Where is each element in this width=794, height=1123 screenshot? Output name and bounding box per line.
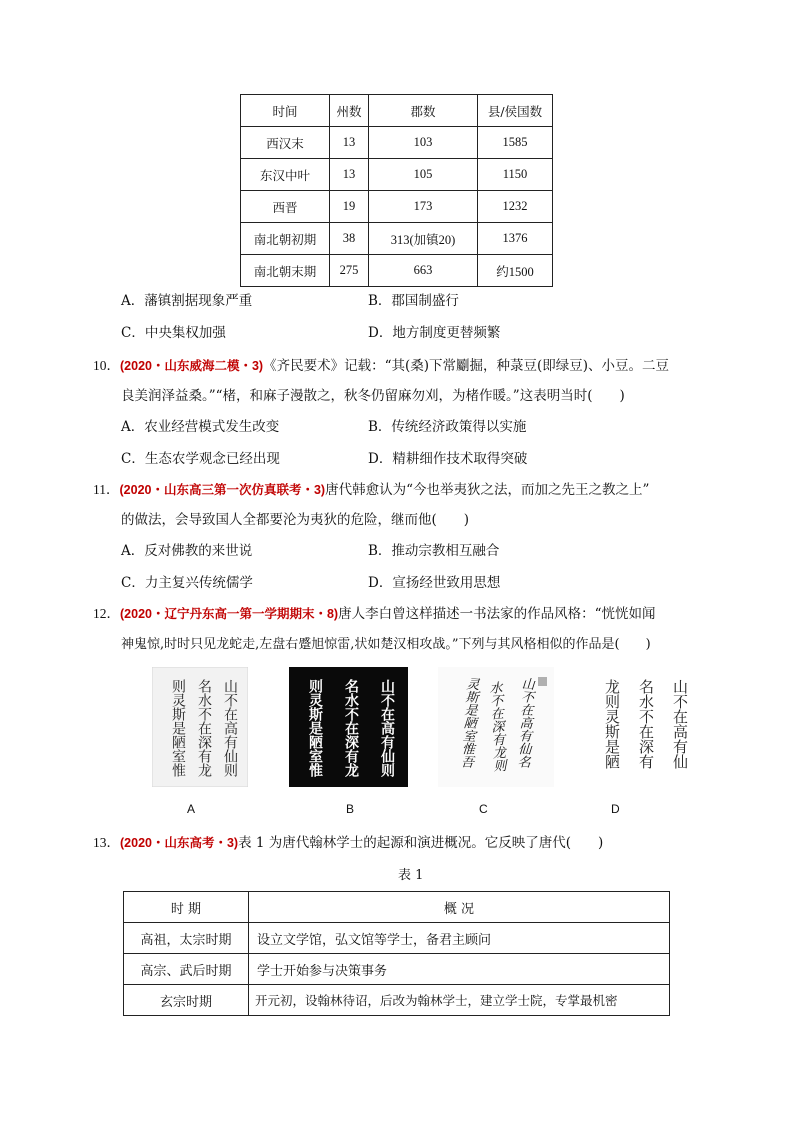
image-label-d: D: [611, 802, 620, 816]
table-cell: 高祖，太宗时期: [124, 923, 249, 954]
calligraphy-image-a[interactable]: [152, 667, 248, 787]
calligraphy-column: 山不在高有仙名: [514, 676, 535, 769]
calligraphy-column: 龙则灵斯是陋: [603, 679, 621, 769]
table-cell: 13: [330, 127, 369, 159]
question-source: (2020・山东高考・3): [120, 836, 239, 850]
table-cell: 设立文学馆，弘文馆等学士，备君主顾问: [249, 923, 670, 954]
calligraphy-column: 名水不在深有: [637, 679, 655, 769]
table-cell: 275: [330, 255, 369, 287]
table-cell: 开元初，设翰林待诏，后改为翰林学士，建立学士院，专掌最机密: [249, 985, 670, 1016]
question-text: 《齐民要术》记载：“其(桑)下常劚掘，种菉豆(即绿豆)、小豆。二豆: [263, 358, 670, 374]
q9-option-c[interactable]: C．中央集权加强: [121, 325, 226, 341]
table-cell: 1150: [478, 159, 553, 191]
q10-stem-line-1: [93, 356, 669, 376]
q9-option-d[interactable]: D．地方制度更替频繁: [368, 325, 501, 341]
header-cell: 概 况: [249, 892, 670, 923]
question-source: (2020・山东高三第一次仿真联考・3): [119, 483, 326, 497]
q11-option-a[interactable]: A．反对佛教的来世说: [121, 543, 253, 559]
table-row: [241, 159, 553, 191]
calligraphy-column: 山不在高有仙则: [379, 679, 395, 777]
table-cell: 玄宗时期: [124, 985, 249, 1016]
question-source: (2020・山东威海二模・3): [120, 359, 264, 373]
table-cell: 南北朝末期: [241, 255, 330, 287]
q10-option-b[interactable]: B．传统经济政策得以实施: [368, 419, 527, 435]
table-header-row: [124, 892, 670, 923]
question-source: (2020・辽宁丹东高一第一学期期末・8): [120, 607, 339, 621]
table-cell: 西汉末: [241, 127, 330, 159]
q11-option-b[interactable]: B．推动宗教相互融合: [368, 543, 500, 559]
table-cell: 313(加镇20): [369, 223, 478, 255]
table-cell: 663: [369, 255, 478, 287]
q10-option-c[interactable]: C．生态农学观念已经出现: [121, 451, 280, 467]
calligraphy-column: 名水不在深有龙: [343, 679, 359, 777]
question-number: 11．: [93, 482, 120, 497]
calligraphy-column: 则灵斯是陋室惟: [307, 679, 323, 777]
header-cell: 州数: [330, 95, 369, 127]
calligraphy-image-b[interactable]: [289, 667, 408, 787]
table-cell: 173: [369, 191, 478, 223]
header-cell: 郡数: [369, 95, 478, 127]
table-caption: 表 1: [398, 868, 424, 883]
header-cell: 时间: [241, 95, 330, 127]
calligraphy-image-c[interactable]: [438, 667, 554, 787]
table-cell: 东汉中叶: [241, 159, 330, 191]
table-cell: 南北朝初期: [241, 223, 330, 255]
q11-option-c[interactable]: C．力主复兴传统儒学: [121, 575, 253, 591]
table-row: [124, 923, 670, 954]
table-cell: 1232: [478, 191, 553, 223]
calligraphy-column: 名水不在深有龙: [196, 679, 212, 777]
q9-option-a[interactable]: A．藩镇割据现象严重: [121, 293, 253, 309]
q10-option-a[interactable]: A．农业经营模式发生改变: [121, 419, 280, 435]
calligraphy-column: 灵斯是陋室惟吾: [457, 676, 479, 769]
q11-stem-line-1: [93, 480, 649, 500]
table-cell: 学士开始参与决策事务: [249, 954, 670, 985]
image-label-a: A: [187, 802, 196, 816]
table-cell: 1585: [478, 127, 553, 159]
q10-option-d[interactable]: D．精耕细作技术取得突破: [368, 451, 528, 467]
question-number: 10．: [93, 358, 120, 373]
table-cell: 约1500: [478, 255, 553, 287]
calligraphy-image-d[interactable]: [590, 667, 700, 787]
q9-option-b[interactable]: B．郡国制盛行: [368, 293, 459, 309]
calligraphy-column: 山不在高有仙则: [222, 679, 238, 777]
image-label-b: B: [346, 802, 355, 816]
table-cell: 103: [369, 127, 478, 159]
table-header-row: [241, 95, 553, 127]
table-cell: 高宗、武后时期: [124, 954, 249, 985]
table-cell: 105: [369, 159, 478, 191]
question-number: 13．: [93, 835, 120, 850]
q13-hanlin-table: [123, 891, 670, 1016]
calligraphy-column: 则灵斯是陋室惟: [170, 679, 186, 777]
table-cell: 西晋: [241, 191, 330, 223]
table-cell: 38: [330, 223, 369, 255]
calligraphy-column: 山不在高有仙: [671, 679, 689, 769]
question-number: 12．: [93, 606, 120, 621]
table-row: [124, 954, 670, 985]
question-text: 唐人李白曾这样描述一书法家的作品风格：“恍恍如闻: [338, 606, 656, 622]
table-row: [241, 223, 553, 255]
header-cell: 县/侯国数: [478, 95, 553, 127]
q13-stem-line-1: [93, 833, 603, 853]
table-row: [241, 191, 553, 223]
table-cell: 1376: [478, 223, 553, 255]
table-row: [241, 255, 553, 287]
q11-stem-line-2: 的做法，会导致国人全都要沦为夷狄的危险，继而他( ): [121, 512, 470, 528]
table-row: [124, 985, 670, 1016]
table-cell: 19: [330, 191, 369, 223]
table-cell: 13: [330, 159, 369, 191]
header-cell: 时 期: [124, 892, 249, 923]
calligraphy-column: 水不在深有龙则: [486, 680, 506, 773]
q10-stem-line-2: 良美润泽益桑。”“楮，和麻子漫散之，秋冬仍留麻勿刈，为楮作暖。”这表明当时( ): [121, 388, 625, 404]
image-label-c: C: [479, 802, 488, 816]
question-text: 唐代韩愈认为“今也举夷狄之法，而加之先王之教之上”: [325, 482, 650, 498]
q11-option-d[interactable]: D．宣扬经世致用思想: [368, 575, 501, 591]
question-text: 表 1 为唐代翰林学士的起源和演进概况。它反映了唐代( ): [238, 835, 604, 851]
table-row: [241, 127, 553, 159]
q9-data-table: [240, 94, 553, 287]
q12-stem-line-1: [93, 604, 656, 624]
q12-stem-line-2: 神鬼惊,时时只见龙蛇走,左盘右蹙旭惊雷,状如楚汉相攻战。”下列与其风格相似的作品是( ): [121, 637, 651, 652]
